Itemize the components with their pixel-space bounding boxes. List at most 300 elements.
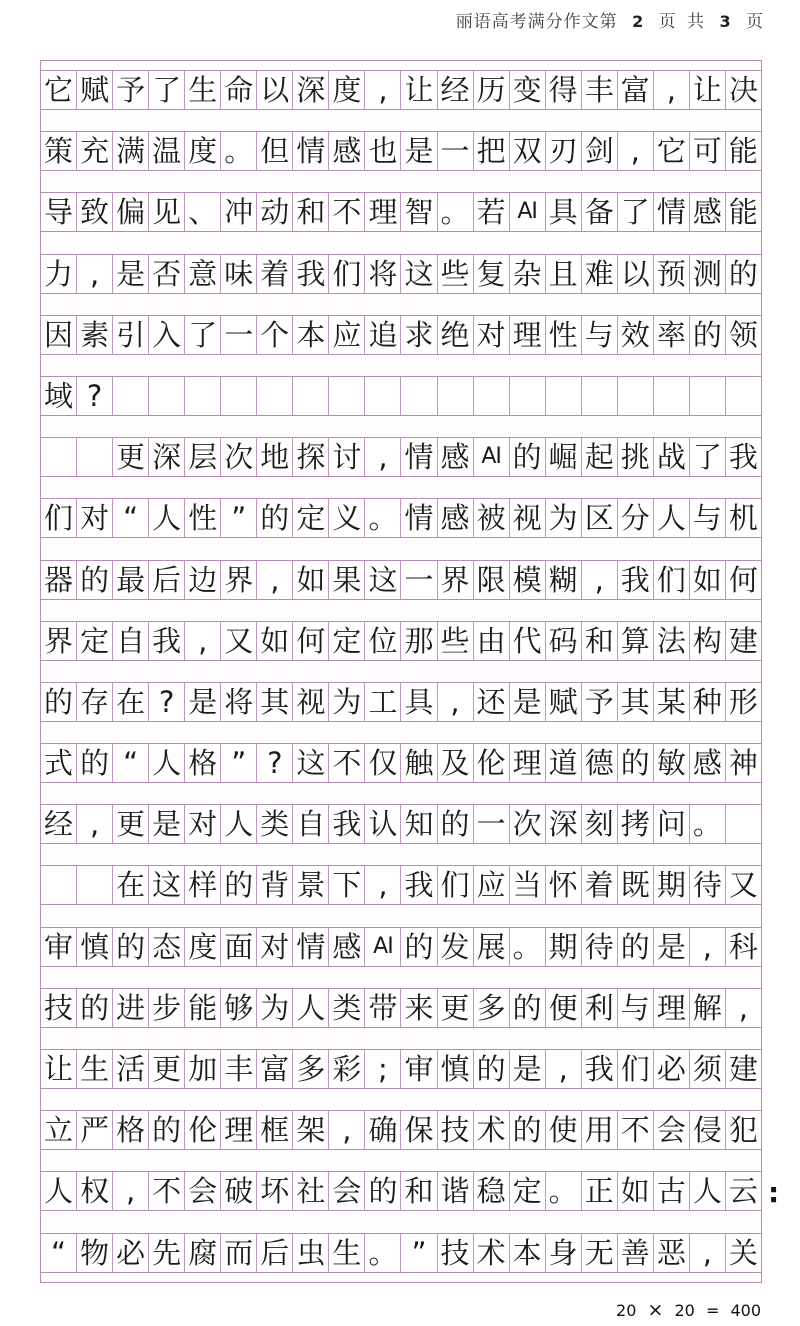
grid-cell: 情	[401, 438, 437, 476]
grid-cell: 框	[257, 1111, 293, 1149]
grid-cell: 些	[438, 255, 474, 293]
grid-cell: 类	[257, 805, 293, 843]
grid-cell: 刃	[546, 132, 582, 170]
grid-cell: 慎	[438, 1050, 474, 1088]
grid-cell: 一	[474, 805, 510, 843]
essay-row	[41, 743, 761, 783]
grid-cell: 。	[510, 928, 546, 966]
grid-cell: 拷	[618, 805, 654, 843]
grid-cell: 了	[690, 438, 726, 476]
grid-cell: 率	[654, 316, 690, 354]
grid-cell	[221, 377, 257, 415]
grid-cell: 性	[546, 316, 582, 354]
grid-cell: 待	[582, 928, 618, 966]
grid-cell: 来	[401, 989, 437, 1027]
grid-cell: 的	[510, 989, 546, 1027]
grid-cell: 关	[728, 1235, 758, 1270]
grid-cell: 的	[113, 928, 149, 966]
grid-cell: 测	[690, 255, 726, 293]
grid-cell: “	[113, 499, 149, 537]
grid-cell: 我	[329, 805, 365, 843]
grid-cell: 人	[293, 989, 329, 1027]
grid-cell: 力	[41, 255, 77, 293]
grid-cell: 深	[546, 805, 582, 843]
grid-cell: 物	[77, 1234, 113, 1272]
grid-cell: 我	[149, 622, 185, 660]
grid-cell	[113, 377, 149, 415]
grid-cell: ,	[690, 1234, 726, 1272]
grid-cell: 与	[618, 989, 654, 1027]
grid-cell: 追	[365, 316, 401, 354]
grid-cell: 的	[77, 744, 113, 782]
grid-cell: 人	[149, 499, 185, 537]
grid-cell: ,	[654, 71, 690, 109]
grid-cell: 因	[41, 316, 77, 354]
grid-cell: ”	[221, 499, 257, 537]
grid-cell: 经	[41, 805, 77, 843]
essay-row	[41, 865, 761, 905]
grid-cell: 边	[185, 561, 221, 599]
grid-cell: 性	[185, 499, 221, 537]
grid-cell: 景	[293, 866, 329, 904]
grid-cell: 我	[401, 866, 437, 904]
grid-cell: 的	[510, 1111, 546, 1149]
grid-cell: 着	[582, 866, 618, 904]
grid-cell: 伦	[474, 744, 510, 782]
grid-cell: 域	[41, 377, 77, 415]
grid-cell: 其	[618, 683, 654, 721]
grid-cell: 这	[293, 744, 329, 782]
grid-cell: 挑	[618, 438, 654, 476]
footer-rows: 20	[674, 1301, 695, 1320]
essay-row	[41, 1049, 761, 1089]
grid-cell: 领	[728, 317, 758, 352]
grid-cell	[401, 377, 437, 415]
grid-cell: 丰	[582, 71, 618, 109]
grid-cell: 当	[510, 866, 546, 904]
grid-cell: 的	[618, 928, 654, 966]
grid-cell: 伦	[185, 1111, 221, 1149]
grid-cell: 建	[728, 623, 758, 658]
grid-cell: 够	[221, 989, 257, 1027]
grid-cell: 为	[329, 683, 365, 721]
grid-cell	[654, 377, 690, 415]
grid-cell: 味	[221, 255, 257, 293]
grid-cell: ”	[401, 1234, 437, 1272]
grid-cell: “	[41, 1234, 77, 1272]
grid-cell	[293, 377, 329, 415]
essay-row	[41, 927, 761, 967]
header-page-number: 2	[632, 12, 645, 31]
grid-cell: 历	[474, 71, 510, 109]
grid-cell: 的	[149, 1111, 185, 1149]
grid-cell: 它	[41, 71, 77, 109]
grid-cell: 次	[221, 438, 257, 476]
grid-cell: 备	[582, 193, 618, 231]
grid-cell: 引	[113, 316, 149, 354]
page-header	[454, 7, 766, 32]
grid-cell: 技	[41, 989, 77, 1027]
grid-cell: 。	[365, 1234, 401, 1272]
grid-cell: ,	[438, 683, 474, 721]
grid-cell: 致	[77, 193, 113, 231]
grid-cell: 位	[365, 622, 401, 660]
grid-cell: 着	[257, 255, 293, 293]
grid-cell: 战	[654, 438, 690, 476]
grid-cell: 种	[690, 683, 726, 721]
grid-cell: 更	[113, 438, 149, 476]
grid-cell: 这	[149, 866, 185, 904]
grid-cell: 界	[41, 622, 77, 660]
essay-row	[41, 315, 761, 355]
grid-cell: 是	[113, 255, 149, 293]
grid-cell: 解	[690, 989, 726, 1027]
grid-cell: 算	[618, 622, 654, 660]
grid-cell: 利	[582, 989, 618, 1027]
grid-cell: 如	[690, 561, 726, 599]
grid-cell: 定	[293, 499, 329, 537]
grid-cell: 最	[113, 561, 149, 599]
grid-cell: 对	[257, 928, 293, 966]
grid-cell: 讨	[329, 438, 365, 476]
grid-cell: 人	[690, 1172, 726, 1210]
grid-cell: 与	[582, 316, 618, 354]
grid-cell: ,	[546, 1050, 582, 1088]
grid-cell: 我	[582, 1050, 618, 1088]
header-page-label: 页	[658, 12, 677, 32]
grid-cell: 步	[149, 989, 185, 1027]
grid-cell: 我	[293, 255, 329, 293]
grid-cell: 深	[149, 438, 185, 476]
grid-cell: 须	[690, 1050, 726, 1088]
essay-row	[41, 254, 761, 294]
grid-cell: 这	[365, 561, 401, 599]
grid-cell: 不	[149, 1172, 185, 1210]
grid-cell: 待	[690, 866, 726, 904]
grid-cell: 和	[401, 1172, 437, 1210]
essay-row	[41, 621, 761, 661]
grid-cell: 又	[728, 868, 758, 903]
grid-cell: 它	[654, 132, 690, 170]
grid-cell: 必	[113, 1234, 149, 1272]
grid-cell	[41, 866, 77, 904]
grid-cell: 发	[438, 928, 474, 966]
grid-cell: 们	[654, 561, 690, 599]
grid-cell: 由	[474, 622, 510, 660]
grid-cell: 感	[690, 193, 726, 231]
grid-cell: 本	[510, 1234, 546, 1272]
grid-cell: 的	[728, 256, 758, 291]
grid-cell: 个	[257, 316, 293, 354]
grid-cell: 云	[728, 1174, 758, 1209]
grid-cell: 术	[474, 1234, 510, 1272]
grid-cell: 一	[221, 316, 257, 354]
grid-cell: 让	[41, 1050, 77, 1088]
grid-cell: 入	[149, 316, 185, 354]
grid-cell: 以	[618, 255, 654, 293]
header-title: 丽语高考满分作文第	[455, 12, 618, 32]
grid-cell: 敏	[654, 744, 690, 782]
grid-cell: ,	[365, 866, 401, 904]
grid-cell: ,	[738, 990, 749, 1025]
grid-cell: 一	[438, 132, 474, 170]
grid-cell: 了	[185, 316, 221, 354]
grid-cell: 崛	[546, 438, 582, 476]
grid-cell: 本	[293, 316, 329, 354]
grid-cell: 对	[77, 499, 113, 537]
grid-cell: 人	[654, 499, 690, 537]
grid-cell: 的	[690, 316, 726, 354]
grid-cell: 变	[510, 71, 546, 109]
grid-cell: 何	[728, 562, 758, 597]
grid-cell: 情	[654, 193, 690, 231]
grid-cell: 生	[77, 1050, 113, 1088]
grid-cell: 多	[474, 989, 510, 1027]
grid-cell: 期	[546, 928, 582, 966]
grid-cell: 和	[293, 193, 329, 231]
grid-cell: 既	[618, 866, 654, 904]
grid-cell: 视	[293, 683, 329, 721]
grid-cell: 如	[293, 561, 329, 599]
grid-cell: 让	[401, 71, 437, 109]
grid-cell: 会	[654, 1111, 690, 1149]
grid-cell: 感	[329, 928, 365, 966]
grid-cell: 人	[221, 805, 257, 843]
grid-cell: 界	[438, 561, 474, 599]
grid-cell: 人	[41, 1172, 77, 1210]
grid-cell: 次	[510, 805, 546, 843]
grid-cell: 式	[41, 744, 77, 782]
grid-cell: 恶	[654, 1234, 690, 1272]
grid-cell: 的	[221, 866, 257, 904]
grid-cell	[365, 377, 401, 415]
grid-cell: 自	[113, 622, 149, 660]
essay-row	[41, 804, 761, 844]
grid-cell: 区	[582, 499, 618, 537]
grid-cell: 怀	[546, 866, 582, 904]
grid-cell	[618, 377, 654, 415]
grid-cell: 具	[401, 683, 437, 721]
grid-cell: 神	[728, 746, 758, 781]
grid-cell: 是	[401, 132, 437, 170]
grid-cell: 认	[365, 805, 401, 843]
grid-cell: 后	[257, 1234, 293, 1272]
grid-cell: 分	[618, 499, 654, 537]
grid-cell: 存	[77, 683, 113, 721]
grid-cell: 是	[654, 928, 690, 966]
grid-cell: 腐	[185, 1234, 221, 1272]
grid-cell: 权	[77, 1172, 113, 1210]
grid-cell: 虫	[293, 1234, 329, 1272]
grid-cell: 能	[728, 195, 758, 230]
grid-cell: 这	[401, 255, 437, 293]
grid-cell: 剑	[582, 132, 618, 170]
grid-cell: 视	[510, 499, 546, 537]
grid-cell: 丰	[221, 1050, 257, 1088]
grid-cell: 问	[654, 805, 690, 843]
grid-cell: 感	[438, 499, 474, 537]
grid-cell: 命	[221, 71, 257, 109]
grid-cell: 。	[365, 499, 401, 537]
grid-cell: 形	[728, 684, 758, 719]
grid-cell: 确	[365, 1111, 401, 1149]
grid-cell: 。	[438, 193, 474, 231]
grid-cell: 是	[149, 805, 185, 843]
essay-row	[41, 560, 761, 600]
grid-cell	[510, 377, 546, 415]
grid-cell: ?	[149, 683, 185, 721]
grid-cell: 理	[654, 989, 690, 1027]
grid-cell: 情	[401, 499, 437, 537]
grid-cell: 审	[41, 928, 77, 966]
grid-cell	[77, 438, 113, 476]
equals-sign: =	[705, 1301, 720, 1320]
grid-cell	[149, 377, 185, 415]
grid-cell: 展	[474, 928, 510, 966]
grid-cell: 谐	[438, 1172, 474, 1210]
grid-cell: 社	[293, 1172, 329, 1210]
grid-cell: ,	[618, 132, 654, 170]
grid-cell: 仅	[365, 744, 401, 782]
grid-cell: 理	[510, 744, 546, 782]
grid-cell: 定	[329, 622, 365, 660]
grid-cell: 技	[438, 1234, 474, 1272]
grid-cell	[546, 377, 582, 415]
essay-row	[41, 682, 761, 722]
grid-cell: 更	[113, 805, 149, 843]
grid-cell: 定	[510, 1172, 546, 1210]
grid-cell: 活	[113, 1050, 149, 1088]
grid-cell: 代	[510, 622, 546, 660]
grid-cell: 不	[329, 744, 365, 782]
grid-cell: 的	[41, 683, 77, 721]
grid-cell: 度	[329, 71, 365, 109]
grid-cell: ;	[365, 1050, 401, 1088]
essay-row	[41, 1110, 761, 1150]
grid-cell: AI	[474, 438, 510, 476]
grid-cell: 侵	[690, 1111, 726, 1149]
grid-cell	[41, 438, 77, 476]
grid-cell: 温	[149, 132, 185, 170]
grid-cell: 如	[257, 622, 293, 660]
grid-cell	[438, 377, 474, 415]
grid-cell: 理	[221, 1111, 257, 1149]
grid-cell: 赋	[546, 683, 582, 721]
grid-cell: 但	[257, 132, 293, 170]
grid-cell: 下	[329, 866, 365, 904]
grid-cell: 更	[149, 1050, 185, 1088]
grid-cell: 术	[474, 1111, 510, 1149]
grid-cell: 立	[41, 1111, 77, 1149]
grid-cell: 糊	[546, 561, 582, 599]
grid-cell: 的	[401, 928, 437, 966]
grid-cell: 能	[185, 989, 221, 1027]
grid-cell: 富	[257, 1050, 293, 1088]
multiplication-sign: ×	[647, 1299, 664, 1321]
grid-cell: 定	[77, 622, 113, 660]
grid-cell: 某	[654, 683, 690, 721]
grid-cell: 不	[329, 193, 365, 231]
grid-cell: 我	[618, 561, 654, 599]
grid-cell: 果	[329, 561, 365, 599]
grid-cell: 感	[329, 132, 365, 170]
footer-total: 400	[730, 1301, 761, 1320]
grid-cell: 身	[546, 1234, 582, 1272]
grid-cell: 理	[510, 316, 546, 354]
grid-cell: 以	[257, 71, 293, 109]
grid-cell: 们	[41, 499, 77, 537]
grid-cell: 而	[221, 1234, 257, 1272]
grid-cell: 将	[365, 255, 401, 293]
grid-cell: ,	[113, 1172, 149, 1210]
grid-cell: 具	[546, 193, 582, 231]
grid-cell: 也	[365, 132, 401, 170]
grid-cell: 的	[474, 1050, 510, 1088]
grid-cell: 了	[149, 71, 185, 109]
grid-cell: 人	[149, 744, 185, 782]
footer-cols: 20	[616, 1301, 637, 1320]
essay-row	[41, 70, 761, 110]
grid-cell: 富	[618, 71, 654, 109]
grid-cell: 构	[690, 622, 726, 660]
grid-cell: ,	[582, 561, 618, 599]
grid-cell: 工	[365, 683, 401, 721]
grid-cell: 把	[474, 132, 510, 170]
grid-cell: 类	[329, 989, 365, 1027]
grid-cell: ?	[77, 377, 113, 415]
grid-cell: 知	[401, 805, 437, 843]
grid-cell: 生	[329, 1234, 365, 1272]
grid-cell: 审	[401, 1050, 437, 1088]
essay-grid	[40, 60, 762, 1283]
grid-cell: 满	[113, 132, 149, 170]
grid-cell: 多	[293, 1050, 329, 1088]
grid-cell: 了	[618, 193, 654, 231]
grid-cell: 德	[582, 744, 618, 782]
grid-cell: 得	[546, 71, 582, 109]
grid-cell: 经	[438, 71, 474, 109]
grid-cell: ”	[221, 744, 257, 782]
grid-cell: 自	[293, 805, 329, 843]
grid-cell: 感	[690, 744, 726, 782]
grid-cell: 冲	[221, 193, 257, 231]
grid-cell: 对	[474, 316, 510, 354]
grid-cell: 深	[293, 71, 329, 109]
grid-cell: 求	[401, 316, 437, 354]
grid-cell: 决	[728, 73, 758, 107]
grid-cell: 使	[546, 1111, 582, 1149]
grid-cell: 必	[654, 1050, 690, 1088]
grid-cell: 彩	[329, 1050, 365, 1088]
grid-cell	[726, 805, 761, 843]
grid-cell: 、	[185, 193, 221, 231]
grid-cell: 又	[221, 622, 257, 660]
grid-cell: 充	[77, 132, 113, 170]
grid-cell: 是	[510, 683, 546, 721]
essay-row	[41, 437, 761, 477]
grid-cell: AI	[365, 928, 401, 966]
grid-cell: 会	[329, 1172, 365, 1210]
header-total-number: 3	[719, 12, 732, 31]
essay-row	[41, 376, 761, 416]
grid-cell: 和	[582, 622, 618, 660]
grid-cell: 效	[618, 316, 654, 354]
grid-cell: ?	[257, 744, 293, 782]
grid-cell: 的	[510, 438, 546, 476]
grid-cell: “	[113, 744, 149, 782]
grid-cell: 古	[654, 1172, 690, 1210]
grid-cell: ,	[365, 438, 401, 476]
